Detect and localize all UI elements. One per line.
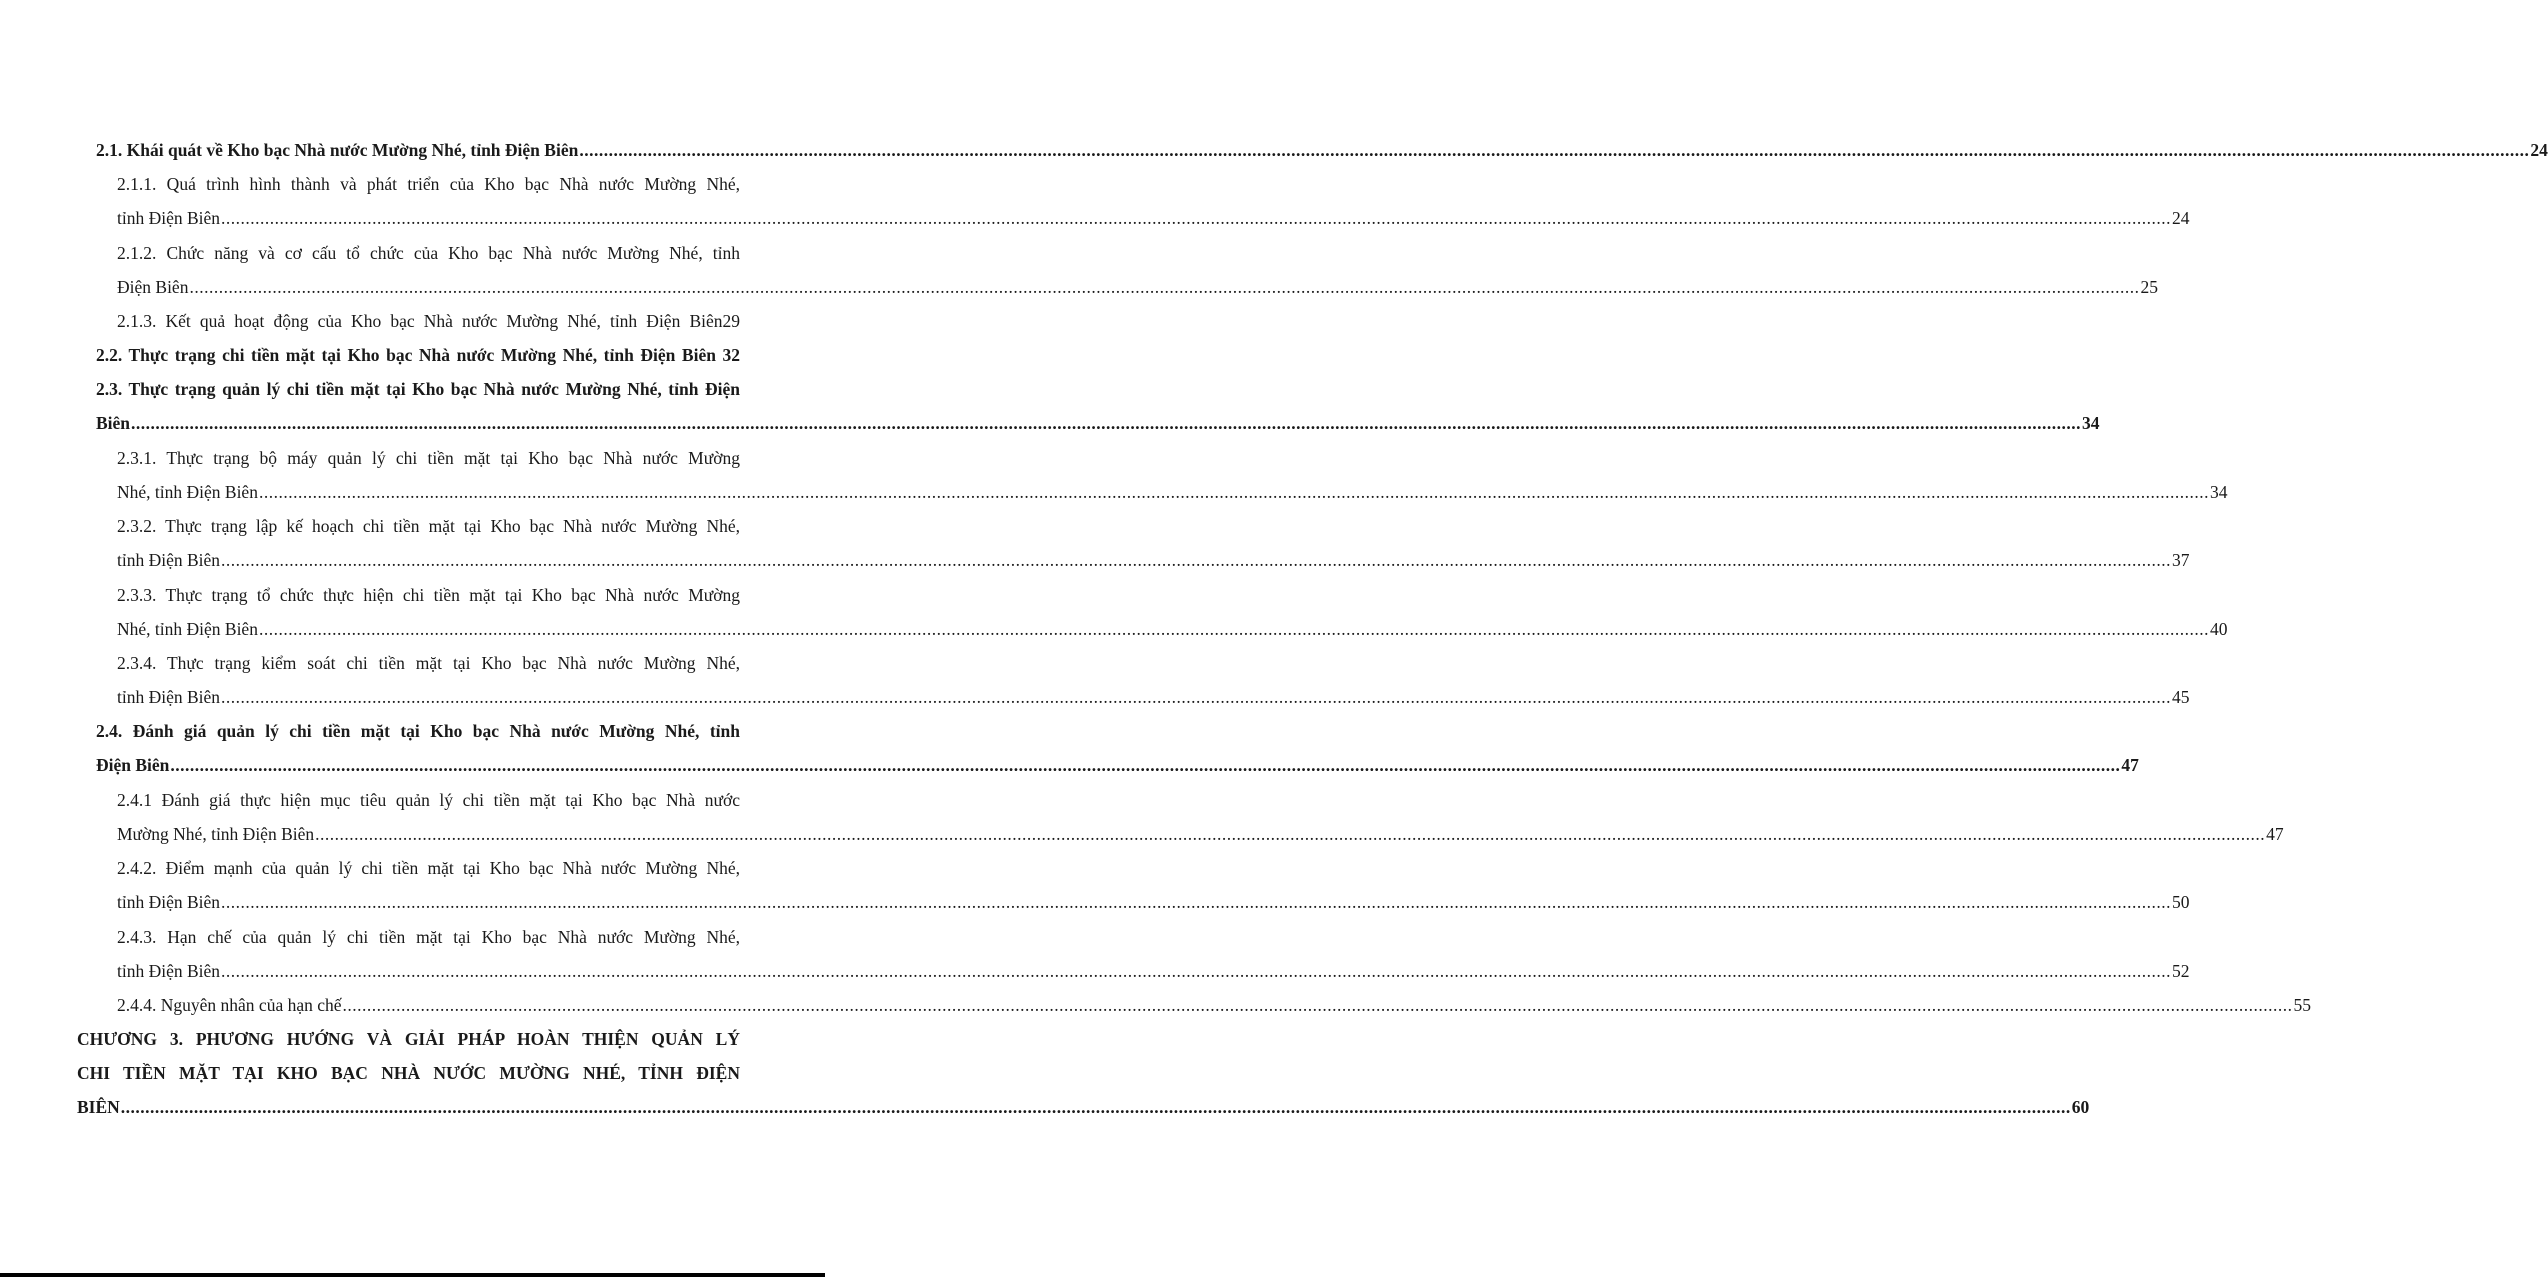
- toc-section-entry[interactable]: [0, 338, 740, 372]
- toc-entry-title: CHƯƠNG 3. PHƯƠNG HƯỚNG VÀ GIẢI PHÁP HOÀN THIỆN QUẢN LÝ: [77, 1029, 740, 1050]
- dot-leader: ................................................................................................................................................................................................................................................................................................................................................................................................................: [189, 276, 2140, 297]
- toc-subsection-entry[interactable]: [0, 236, 2158, 304]
- dot-leader: ................................................................................................................................................................................................................................................................................................................................................................................................................: [258, 481, 2209, 502]
- page-number: 45: [2172, 687, 2190, 707]
- dot-leader: ................................................................................................................................................................................................................................................................................................................................................................................................................: [221, 208, 2172, 229]
- toc-subsection-entry[interactable]: [0, 509, 2190, 577]
- dot-leader: ................................................................................................................................................................................................................................................................................................................................................................................................................: [342, 995, 2293, 1015]
- toc-entry-title: 2.3.1. Thực trạng bộ máy quản lý chi tiền mặt tại Kho bạc Nhà nước Mường: [117, 447, 740, 468]
- toc-entry-line: [117, 612, 2228, 646]
- page-number: 34: [2082, 413, 2100, 434]
- toc-entry-title: 2.4. Đánh giá quản lý chi tiền mặt tại Kho bạc Nhà nước Mường Nhé, tỉnh: [96, 721, 740, 742]
- toc-entry-line: [117, 475, 2228, 509]
- toc-entry-line: [96, 714, 740, 748]
- toc-subsection-entry[interactable]: [0, 646, 2190, 714]
- dot-leader: ................................................................................................................................................................................................................................................................................................................................................................................................................: [170, 755, 2121, 776]
- page-number: 47: [2121, 755, 2139, 776]
- toc-entry-line: [117, 885, 2190, 919]
- toc-section-entry[interactable]: [0, 372, 2100, 440]
- toc-entry-title: tỉnh Điện Biên: [117, 960, 221, 981]
- dot-leader: ................................................................................................................................................................................................................................................................................................................................................................................................................: [221, 687, 2172, 707]
- toc-entry-title: Biên: [96, 413, 131, 434]
- toc-entry-title: Nhé, tỉnh Điện Biên: [117, 618, 258, 639]
- page-number: 60: [2071, 1097, 2090, 1118]
- toc-entry-line: [117, 680, 2190, 714]
- toc-entry-line: [96, 133, 2548, 167]
- page-number: 52: [2172, 960, 2190, 981]
- toc-entry-line: [117, 851, 740, 885]
- toc-subsection-entry[interactable]: [0, 988, 2312, 1022]
- toc-entry-line: [117, 270, 2158, 304]
- toc-entry-line: [96, 338, 740, 372]
- toc-entry-title: 2.4.3. Hạn chế của quản lý chi tiền mặt tại Kho bạc Nhà nước Mường Nhé,: [117, 926, 740, 947]
- toc-section-entry[interactable]: [0, 133, 2548, 167]
- toc-entry-line: [117, 920, 740, 954]
- toc-entry-title: 2.1. Khái quát về Kho bạc Nhà nước Mường Nhé, tỉnh Điện Biên: [96, 140, 579, 160]
- toc-entry-title: 2.4.4. Nguyên nhân của hạn chế: [117, 995, 342, 1015]
- toc-subsection-entry[interactable]: [0, 441, 2228, 509]
- toc-subsection-entry[interactable]: [0, 578, 2228, 646]
- toc-entry-title: BIÊN: [77, 1097, 120, 1118]
- page-number: 50: [2172, 892, 2190, 913]
- toc-entry-line: [96, 748, 2139, 782]
- page-number: 37: [2172, 550, 2190, 571]
- toc-entry-title: 2.3.4. Thực trạng kiểm soát chi tiền mặt tại Kho bạc Nhà nước Mường Nhé,: [117, 653, 740, 673]
- dot-leader: ................................................................................................................................................................................................................................................................................................................................................................................................................: [131, 413, 2082, 434]
- toc-subsection-entry[interactable]: [0, 851, 2190, 919]
- dot-leader: ................................................................................................................................................................................................................................................................................................................................................................................................................: [120, 1097, 2071, 1118]
- page-number: 24: [2530, 140, 2548, 160]
- toc-entry-line: [96, 406, 2100, 440]
- page-number: 34: [2209, 481, 2228, 502]
- toc-entry-line: [117, 509, 740, 543]
- toc-entry-title: Điện Biên: [117, 276, 189, 297]
- page-number: 47: [2266, 823, 2284, 844]
- toc-entry-title: 2.2. Thực trạng chi tiền mặt tại Kho bạc Nhà nước Mường Nhé, tỉnh Điện Biên 32: [96, 345, 740, 366]
- toc-entry-title: 2.3.3. Thực trạng tổ chức thực hiện chi tiền mặt tại Kho bạc Nhà nước Mường: [117, 584, 740, 605]
- toc-entry-title: 2.4.2. Điểm mạnh của quản lý chi tiền mặt tại Kho bạc Nhà nước Mường Nhé,: [117, 858, 740, 879]
- toc-entry-title: Nhé, tỉnh Điện Biên: [117, 481, 258, 502]
- toc-entry-title: tỉnh Điện Biên: [117, 892, 221, 913]
- toc-subsection-entry[interactable]: [0, 783, 2284, 851]
- toc-entry-line: [77, 1090, 2090, 1124]
- toc-entry-line: [77, 1056, 740, 1090]
- toc-entry-title: 2.4.1 Đánh giá thực hiện mục tiêu quản lý chi tiền mặt tại Kho bạc Nhà nước: [117, 789, 740, 810]
- toc-section-entry[interactable]: [0, 714, 2139, 782]
- bottom-border: [0, 1273, 825, 1277]
- toc-subsection-entry[interactable]: [0, 167, 2190, 235]
- toc-entry-line: [117, 304, 740, 338]
- page-number: 40: [2209, 618, 2228, 639]
- toc-entry-line: [77, 1022, 740, 1056]
- toc-entry-title: tỉnh Điện Biên: [117, 208, 221, 229]
- toc-entry-title: 2.1.2. Chức năng và cơ cấu tổ chức của Kho bạc Nhà nước Mường Nhé, tỉnh: [117, 242, 740, 263]
- toc-entry-title: 2.3. Thực trạng quản lý chi tiền mặt tại Kho bạc Nhà nước Mường Nhé, tỉnh Điện: [96, 379, 740, 400]
- toc-entry-line: [117, 441, 740, 475]
- toc-entry-title: Mường Nhé, tỉnh Điện Biên: [117, 823, 315, 844]
- page-number: 25: [2140, 276, 2158, 297]
- toc-entry-title: Điện Biên: [96, 755, 170, 776]
- toc-entry-line: [117, 988, 2312, 1022]
- toc-entry-line: [117, 783, 740, 817]
- toc-chapter-entry[interactable]: [0, 1022, 2090, 1124]
- toc-entry-line: [117, 201, 2190, 235]
- dot-leader: ................................................................................................................................................................................................................................................................................................................................................................................................................: [315, 823, 2266, 844]
- toc-entry-title: tỉnh Điện Biên: [117, 687, 221, 707]
- toc-entry-title: 2.3.2. Thực trạng lập kế hoạch chi tiền mặt tại Kho bạc Nhà nước Mường Nhé,: [117, 516, 740, 537]
- toc-entry-line: [117, 167, 740, 201]
- toc-entry-title: CHI TIỀN MẶT TẠI KHO BẠC NHÀ NƯỚC MƯỜNG NHÉ, TỈNH ĐIỆN: [77, 1063, 740, 1084]
- toc-entry-title: 2.1.3. Kết quả hoạt động của Kho bạc Nhà nước Mường Nhé, tỉnh Điện Biên29: [117, 311, 740, 331]
- toc-entry-line: [117, 817, 2284, 851]
- toc-entry-title: 2.1.1. Quá trình hình thành và phát triển của Kho bạc Nhà nước Mường Nhé,: [117, 174, 740, 195]
- toc-entry-line: [117, 543, 2190, 577]
- dot-leader: ................................................................................................................................................................................................................................................................................................................................................................................................................: [579, 140, 2530, 160]
- toc-subsection-entry[interactable]: [0, 920, 2190, 988]
- toc-entry-line: [117, 236, 740, 270]
- page-number: 55: [2293, 995, 2312, 1015]
- dot-leader: ................................................................................................................................................................................................................................................................................................................................................................................................................: [221, 892, 2172, 913]
- dot-leader: ................................................................................................................................................................................................................................................................................................................................................................................................................: [221, 960, 2172, 981]
- toc-entry-line: [96, 372, 740, 406]
- toc-entry-line: [117, 954, 2190, 988]
- toc-entry-line: [117, 578, 740, 612]
- dot-leader: ................................................................................................................................................................................................................................................................................................................................................................................................................: [221, 550, 2172, 571]
- toc-entry-line: [117, 646, 740, 680]
- dot-leader: ................................................................................................................................................................................................................................................................................................................................................................................................................: [258, 618, 2209, 639]
- toc-entry-title: tỉnh Điện Biên: [117, 550, 221, 571]
- page-number: 24: [2172, 208, 2190, 229]
- toc-subsection-entry[interactable]: [0, 304, 740, 338]
